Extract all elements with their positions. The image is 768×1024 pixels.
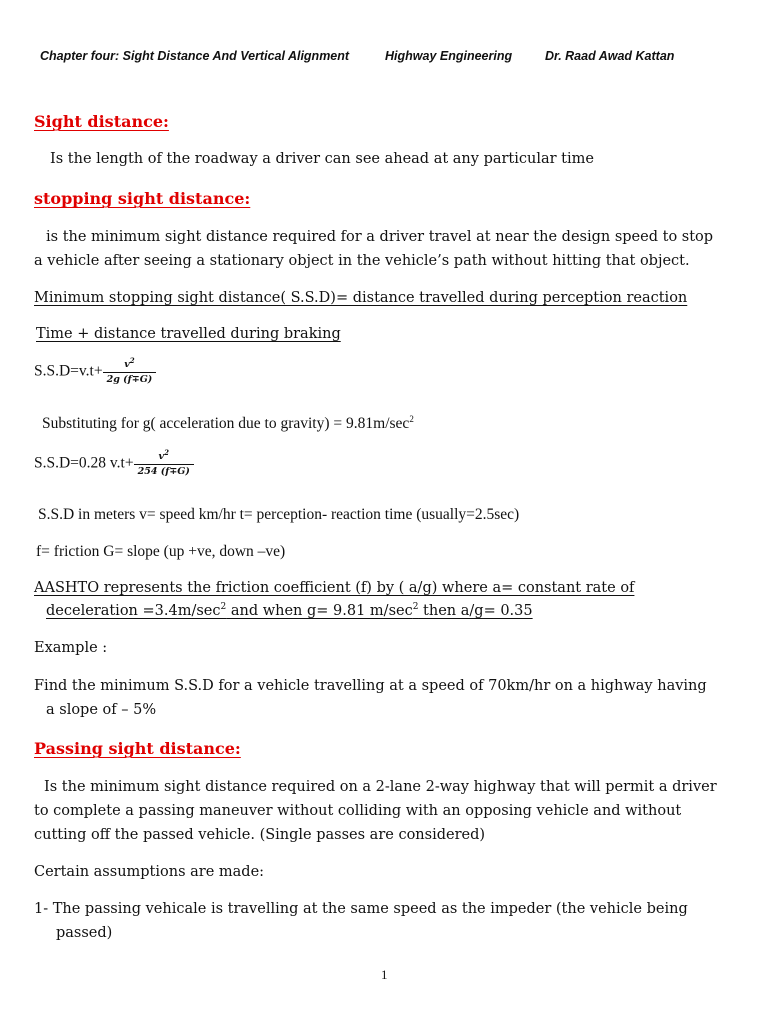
heading-passing-sight-distance: Passing sight distance: — [34, 739, 241, 758]
aashto-line1: AASHTO represents the friction coefficient (f) by ( a/g) where a= constant rate of — [34, 580, 635, 596]
psd-definition-line2: to complete a passing maneuver without colliding with an opposing vehicle and without — [34, 803, 682, 819]
formula-2-fraction — [134, 448, 194, 477]
psd-definition-line3: cutting off the passed vehicle. (Single passes are considered) — [34, 827, 486, 843]
header-chapter: Chapter four: Sight Distance And Vertical Alignment — [40, 49, 350, 63]
page-number: 1 — [381, 967, 388, 982]
sight-distance-definition: Is the length of the roadway a driver can see ahead at any particular time — [50, 151, 594, 167]
formula-1-lhs: S.S.D=v.t+ — [34, 362, 103, 380]
assumptions-intro: Certain assumptions are made: — [34, 864, 265, 880]
gravity-substitution: Substituting for g( acceleration due to gravity) = $9.81m/\sec^2$ — [42, 414, 414, 432]
variables-line1: S.S.D in meters v= speed km/hr t= perception- reaction time (usually=2.5sec) — [38, 506, 520, 523]
header-author: Dr. Raad Awad Kattan — [545, 49, 675, 63]
example-line1: Find the minimum S.S.D for a vehicle travelling at a speed of 70km/hr on a highway having — [34, 678, 707, 694]
formula-2-denominator: 254 (f∓G) — [137, 465, 190, 477]
variables-line2: f= friction G= slope (up +ve, down –ve) — [36, 543, 286, 560]
formula-1-numerator: $v^2$ — [103, 360, 157, 373]
header-course: Highway Engineering — [385, 49, 513, 63]
psd-definition-line1: Is the minimum sight distance required on a 2-lane 2-way highway that will permit a driver — [44, 779, 717, 795]
ssd-definition-line2: a vehicle after seeing a stationary object in the vehicle’s path without hitting that object. — [34, 253, 690, 269]
heading-sight-distance: Sight distance: — [34, 112, 169, 131]
example-line2: a slope of – 5% — [46, 702, 157, 718]
ssd-minimum-line1: Minimum stopping sight distance( S.S.D)= distance travelled during perception reaction — [34, 290, 688, 306]
assumption-1-line2: passed) — [56, 925, 113, 941]
formula-2-numerator: $v^2$ — [134, 452, 194, 465]
ssd-definition-line1: is the minimum sight distance required for a driver travel at near the design speed to stop — [46, 229, 714, 245]
formula-1-denominator: 2g (f∓G) — [106, 373, 153, 385]
formula-1-fraction — [103, 356, 157, 385]
example-label: Example : — [34, 640, 108, 656]
ssd-minimum-line2: Time + distance travelled during braking — [36, 326, 341, 342]
aashto-line2: deceleration $=3.4m/\sec^2$ and when g= 9.81 $m/\sec^2$ then a/g= 0.35 — [46, 602, 533, 619]
formula-2-lhs: S.S.D=0.28 v.t+ — [34, 454, 134, 472]
heading-stopping-sight-distance: stopping sight distance: — [34, 189, 251, 208]
assumption-1-line1: 1- The passing vehicale is travelling at the same speed as the impeder (the vehicle being — [34, 901, 688, 917]
ssd-formula-1 — [34, 356, 156, 385]
ssd-formula-2 — [34, 448, 194, 477]
